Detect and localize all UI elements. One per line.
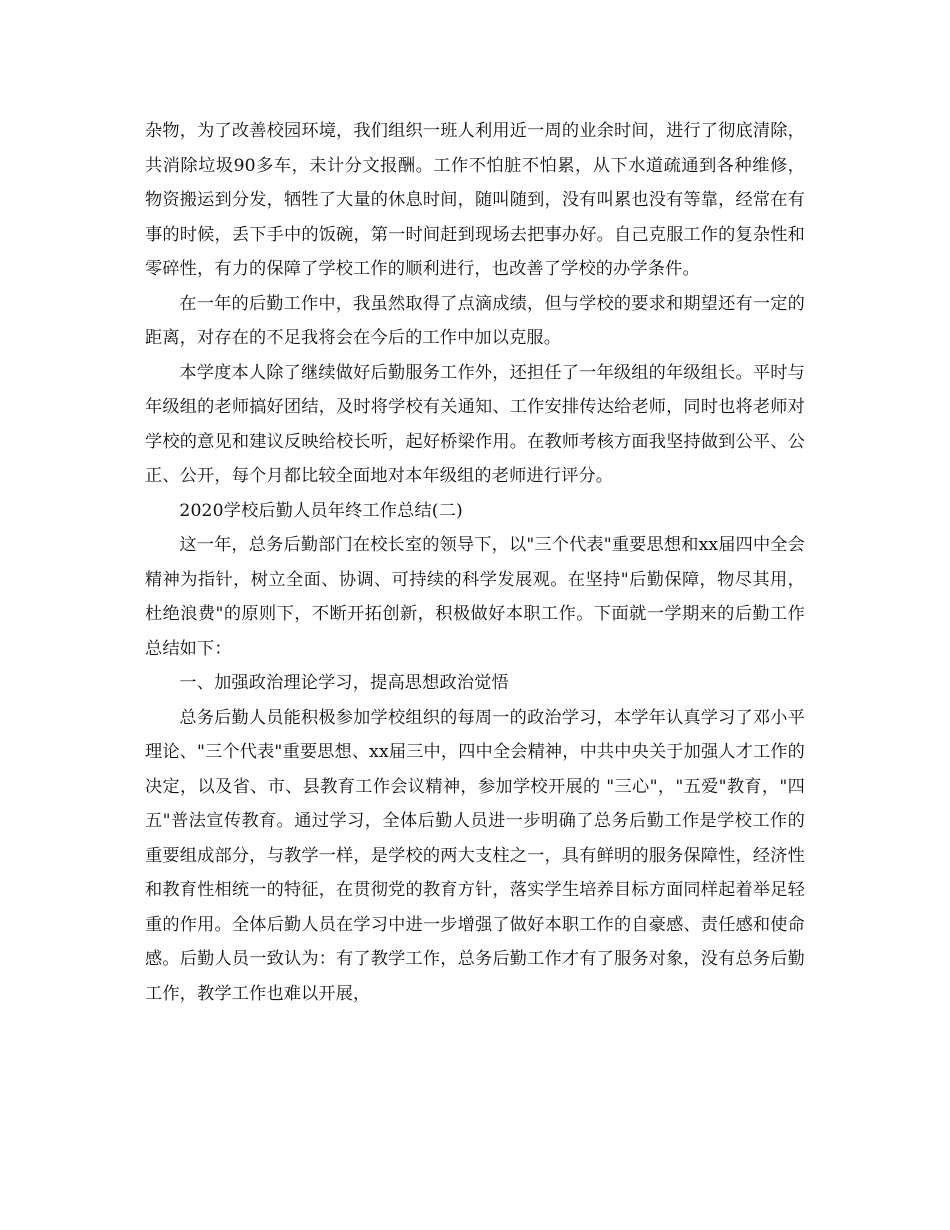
subsection-heading: 一、加强政治理论学习，提高思想政治觉悟 xyxy=(179,673,509,693)
document-body xyxy=(145,114,805,1011)
paragraph-1: 杂物，为了改善校园环境，我们组织一班人利用近一周的业余时间，进行了彻底清除，共消除垃圾90多车，未计分文报酬。工作不怕脏不怕累，从下水道疏通到各种维修，物资搬运到分发，牺牲了大量的休息时间，随叫随到，没有叫累也没有等靠，经常在有事的时候，丢下手中的饭碗，第一时间赶到现场去把事办好。自己克服工作的复杂性和零碎性，有力的保障了学校工作的顺利进行，也改善了学校的办学条件。 xyxy=(145,121,805,279)
paragraph-2: 在一年的后勤工作中，我虽然取得了点滴成绩，但与学校的要求和期望还有一定的距离，对存在的不足我将会在今后的工作中加以克服。 xyxy=(145,293,805,348)
paragraph-5: 总务后勤人员能积极参加学校组织的每周一的政治学习，本学年认真学习了邓小平理论、"三个代表"重要思想、xx届三中，四中全会精神，中共中央关于加强人才工作的决定，以及省、市、县教育工作会议精神，参加学校开展的 "三心"，"五爱"教育，"四五"普法宣传教育。通过学习，全体后勤人员进一步明确了总务后勤工作是学校工作的重要组成部分，与教学一样，是学校的两大支柱之一，具有鲜明的服务保障性，经济性和教育性相统一的特征，在贯彻党的教育方针，落实学生培养目标方面同样起着举足轻重的作用。全体后勤人员在学习中进一步增强了做好本职工作的自豪感、责任感和使命感。后勤人员一致认为：有了教学工作，总务后勤工作才有了服务对象，没有总务后勤工作，教学工作也难以开展， xyxy=(145,707,805,1004)
paragraph-4: 这一年，总务后勤部门在校长室的领导下，以"三个代表"重要思想和xx届四中全会精神为指针，树立全面、协调、可持续的科学发展观。在坚持"后勤保障，物尽其用，杜绝浪费"的原则下，不断开拓创新，积极做好本职工作。下面就一学期来的后勤工作总结如下： xyxy=(145,535,805,659)
paragraph-3: 本学度本人除了继续做好后勤服务工作外，还担任了一年级组的年级组长。平时与年级组的老师搞好团结，及时将学校有关通知、工作安排传达给老师，同时也将老师对学校的意见和建议反映给校长听，起好桥梁作用。在教师考核方面我坚持做到公平、公正、公开，每个月都比较全面地对本年级组的老师进行评分。 xyxy=(145,362,805,486)
section-title: 2020学校后勤人员年终工作总结(二) xyxy=(179,500,463,521)
